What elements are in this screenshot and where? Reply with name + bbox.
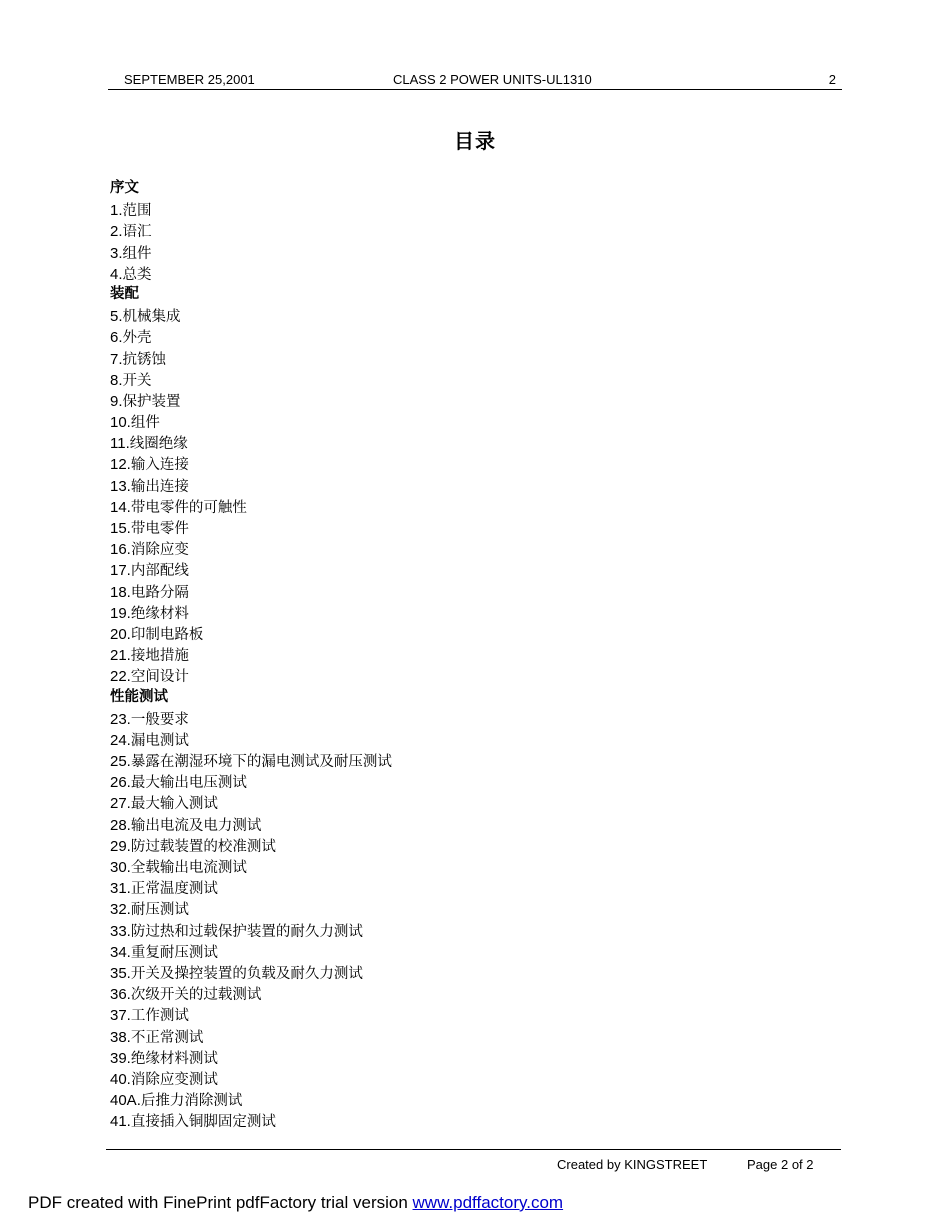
toc-item-label: 内部配线 (130, 563, 189, 580)
toc-item-number: 16. (110, 541, 131, 559)
toc-item-number: 24. (110, 731, 131, 749)
toc-item-label: 次级开关的过载测试 (130, 987, 262, 1004)
toc-item-label: 防过载装置的校准测试 (130, 838, 276, 855)
toc-item-label: 输入连接 (130, 457, 189, 474)
toc-item-number: 36. (110, 986, 131, 1004)
pdf-trial-banner (28, 1193, 563, 1213)
toc-item-label: 全载输出电流测试 (130, 860, 247, 876)
toc-item (110, 453, 392, 474)
toc-item-number: 1. (110, 202, 123, 220)
header-date: SEPTEMBER 25,2001 (124, 72, 255, 87)
toc-item (110, 1110, 392, 1131)
toc-item-label: 最大输出电压测试 (130, 775, 247, 792)
toc-item-number: 8. (110, 371, 123, 389)
toc-item-number: 22. (110, 668, 131, 686)
toc-item-label: 带电零件的可触性 (130, 499, 247, 516)
toc-item (110, 1026, 392, 1047)
toc-item-number: 13. (110, 477, 131, 495)
toc-item (110, 941, 392, 962)
toc-item-label: 组件 (122, 245, 152, 262)
toc-item-label: 组件 (130, 415, 160, 432)
toc-item-number: 2. (110, 223, 123, 241)
toc-item-number: 30. (110, 859, 131, 876)
toc-item-label: 漏电测试 (130, 732, 189, 749)
toc-item (110, 475, 392, 496)
toc-item-number: 33. (110, 922, 131, 940)
toc-item-label: 电路分隔 (130, 584, 189, 601)
toc-item-number: 6. (110, 329, 123, 347)
toc-section-heading: 序文 (110, 180, 139, 196)
toc-item (110, 1068, 392, 1089)
toc-item (110, 305, 392, 326)
toc-item (110, 623, 392, 644)
toc-item-label: 不正常测试 (130, 1029, 204, 1046)
toc-item-number: 29. (110, 837, 131, 855)
toc-item (110, 538, 392, 559)
toc-item (110, 1047, 392, 1068)
toc-item (110, 411, 392, 432)
toc-item-label: 输出连接 (130, 478, 189, 495)
toc-section-heading: 装配 (110, 285, 139, 302)
toc-section-heading: 性能测试 (110, 688, 168, 705)
toc-item-label: 印制电路板 (130, 626, 204, 643)
toc-item-label: 重复耐压测试 (130, 944, 218, 961)
toc-item-label: 直接插入铜脚固定测试 (130, 1114, 276, 1131)
toc-item (110, 708, 392, 729)
toc-item-number: 17. (110, 562, 131, 580)
toc-item-label: 开关 (122, 372, 152, 389)
footer-created-by: Created by KINGSTREET (557, 1157, 708, 1172)
pdffactory-link[interactable]: www.pdffactory.com (412, 1193, 564, 1212)
toc-item-label: 绝缘材料测试 (130, 1050, 218, 1067)
toc-item-number: 19. (110, 604, 131, 622)
footer-divider (106, 1149, 841, 1150)
toc-item-number: 18. (110, 583, 131, 601)
toc-item (110, 962, 392, 983)
toc-item (110, 814, 392, 835)
toc-item-number: 21. (110, 647, 131, 665)
toc-item-label: 耐压测试 (130, 902, 189, 919)
toc-item (110, 559, 392, 580)
toc-item-number: 38. (110, 1028, 131, 1046)
toc-item-number: 9. (110, 392, 123, 410)
toc-item (110, 771, 392, 792)
toc-item-number: 28. (110, 816, 131, 834)
toc-item-label: 暴露在潮湿环境下的漏电测试及耐压测试 (130, 754, 392, 771)
toc-item-label: 线圈绝缘 (129, 436, 188, 453)
header-page-number: 2 (828, 72, 836, 87)
toc-item-number: 32. (110, 901, 131, 919)
toc-item-label: 输出电流及电力测试 (130, 817, 262, 834)
toc-item (110, 877, 392, 898)
toc-item (110, 517, 392, 538)
toc-item-number: 14. (110, 498, 131, 516)
toc-item-label: 最大输入测试 (130, 796, 218, 813)
page-header (108, 70, 842, 90)
toc-item (110, 263, 392, 284)
toc-item-label: 抗锈蚀 (122, 351, 167, 368)
toc-item-number: 5. (110, 308, 123, 326)
toc-item-number: 25. (110, 753, 131, 771)
toc-item (110, 432, 392, 453)
toc-item-number: 20. (110, 625, 131, 643)
banner-text: PDF created with FinePrint pdfFactory trial version (28, 1193, 413, 1212)
toc-item (110, 369, 392, 390)
table-of-contents (110, 178, 392, 1131)
toc-item-label: 消除应变 (130, 542, 189, 559)
toc-item-number: 40A. (110, 1092, 141, 1110)
toc-item-label: 范围 (122, 203, 152, 220)
toc-item-label: 总类 (122, 266, 152, 283)
toc-item-number: 4. (110, 265, 123, 283)
toc-item-number: 10. (110, 414, 131, 432)
toc-item (110, 348, 392, 369)
toc-item (110, 665, 392, 686)
toc-item-label: 后推力消除测试 (140, 1093, 243, 1110)
toc-item (110, 920, 392, 941)
toc-item-number: 3. (110, 244, 123, 262)
footer-page-count: Page 2 of 2 (747, 1157, 814, 1172)
toc-item (110, 729, 392, 750)
toc-item (110, 602, 392, 623)
toc-item-label: 正常温度测试 (130, 881, 218, 898)
toc-item (110, 496, 392, 517)
toc-item (110, 898, 392, 919)
toc-item (110, 326, 392, 347)
toc-item-number: 26. (110, 774, 131, 792)
toc-item (110, 1089, 392, 1110)
toc-item (110, 856, 392, 877)
toc-item-number: 12. (110, 456, 131, 474)
toc-item-label: 语汇 (122, 224, 152, 241)
toc-item (110, 220, 392, 241)
toc-item-label: 空间设计 (130, 669, 189, 686)
toc-item-number: 23. (110, 710, 131, 728)
toc-item (110, 983, 392, 1004)
toc-title: 目录 (454, 129, 496, 153)
toc-item (110, 750, 392, 771)
toc-item (110, 792, 392, 813)
toc-item-number: 39. (110, 1049, 131, 1067)
toc-item-label: 外壳 (122, 330, 152, 347)
toc-item-number: 11. (110, 435, 130, 453)
toc-item-number: 7. (110, 350, 123, 368)
toc-item-number: 15. (110, 520, 131, 537)
toc-item-label: 接地措施 (130, 648, 189, 665)
toc-item-label: 消除应变测试 (130, 1071, 218, 1088)
toc-item-number: 35. (110, 964, 131, 982)
toc-item (110, 390, 392, 411)
toc-item (110, 644, 392, 665)
toc-item-label: 保护装置 (122, 393, 181, 410)
toc-item-label: 防过热和过载保护装置的耐久力测试 (130, 923, 363, 940)
header-title: CLASS 2 POWER UNITS-UL1310 (393, 72, 592, 87)
toc-item-label: 一般要求 (130, 711, 189, 728)
toc-item-number: 34. (110, 943, 131, 961)
toc-item-label: 带电零件 (130, 521, 189, 537)
toc-item (110, 835, 392, 856)
toc-item-number: 27. (110, 795, 131, 813)
toc-item (110, 242, 392, 263)
toc-item-label: 开关及操控装置的负载及耐久力测试 (130, 965, 363, 982)
toc-item (110, 1004, 392, 1025)
toc-item-label: 机械集成 (122, 309, 181, 326)
toc-item-number: 31. (110, 880, 131, 898)
toc-item-label: 绝缘材料 (130, 605, 189, 622)
toc-item (110, 199, 392, 220)
toc-item-label: 工作测试 (130, 1008, 189, 1025)
toc-item-number: 41. (110, 1113, 131, 1131)
toc-item-number: 37. (110, 1007, 131, 1025)
toc-item (110, 581, 392, 602)
toc-item-number: 40. (110, 1070, 131, 1088)
